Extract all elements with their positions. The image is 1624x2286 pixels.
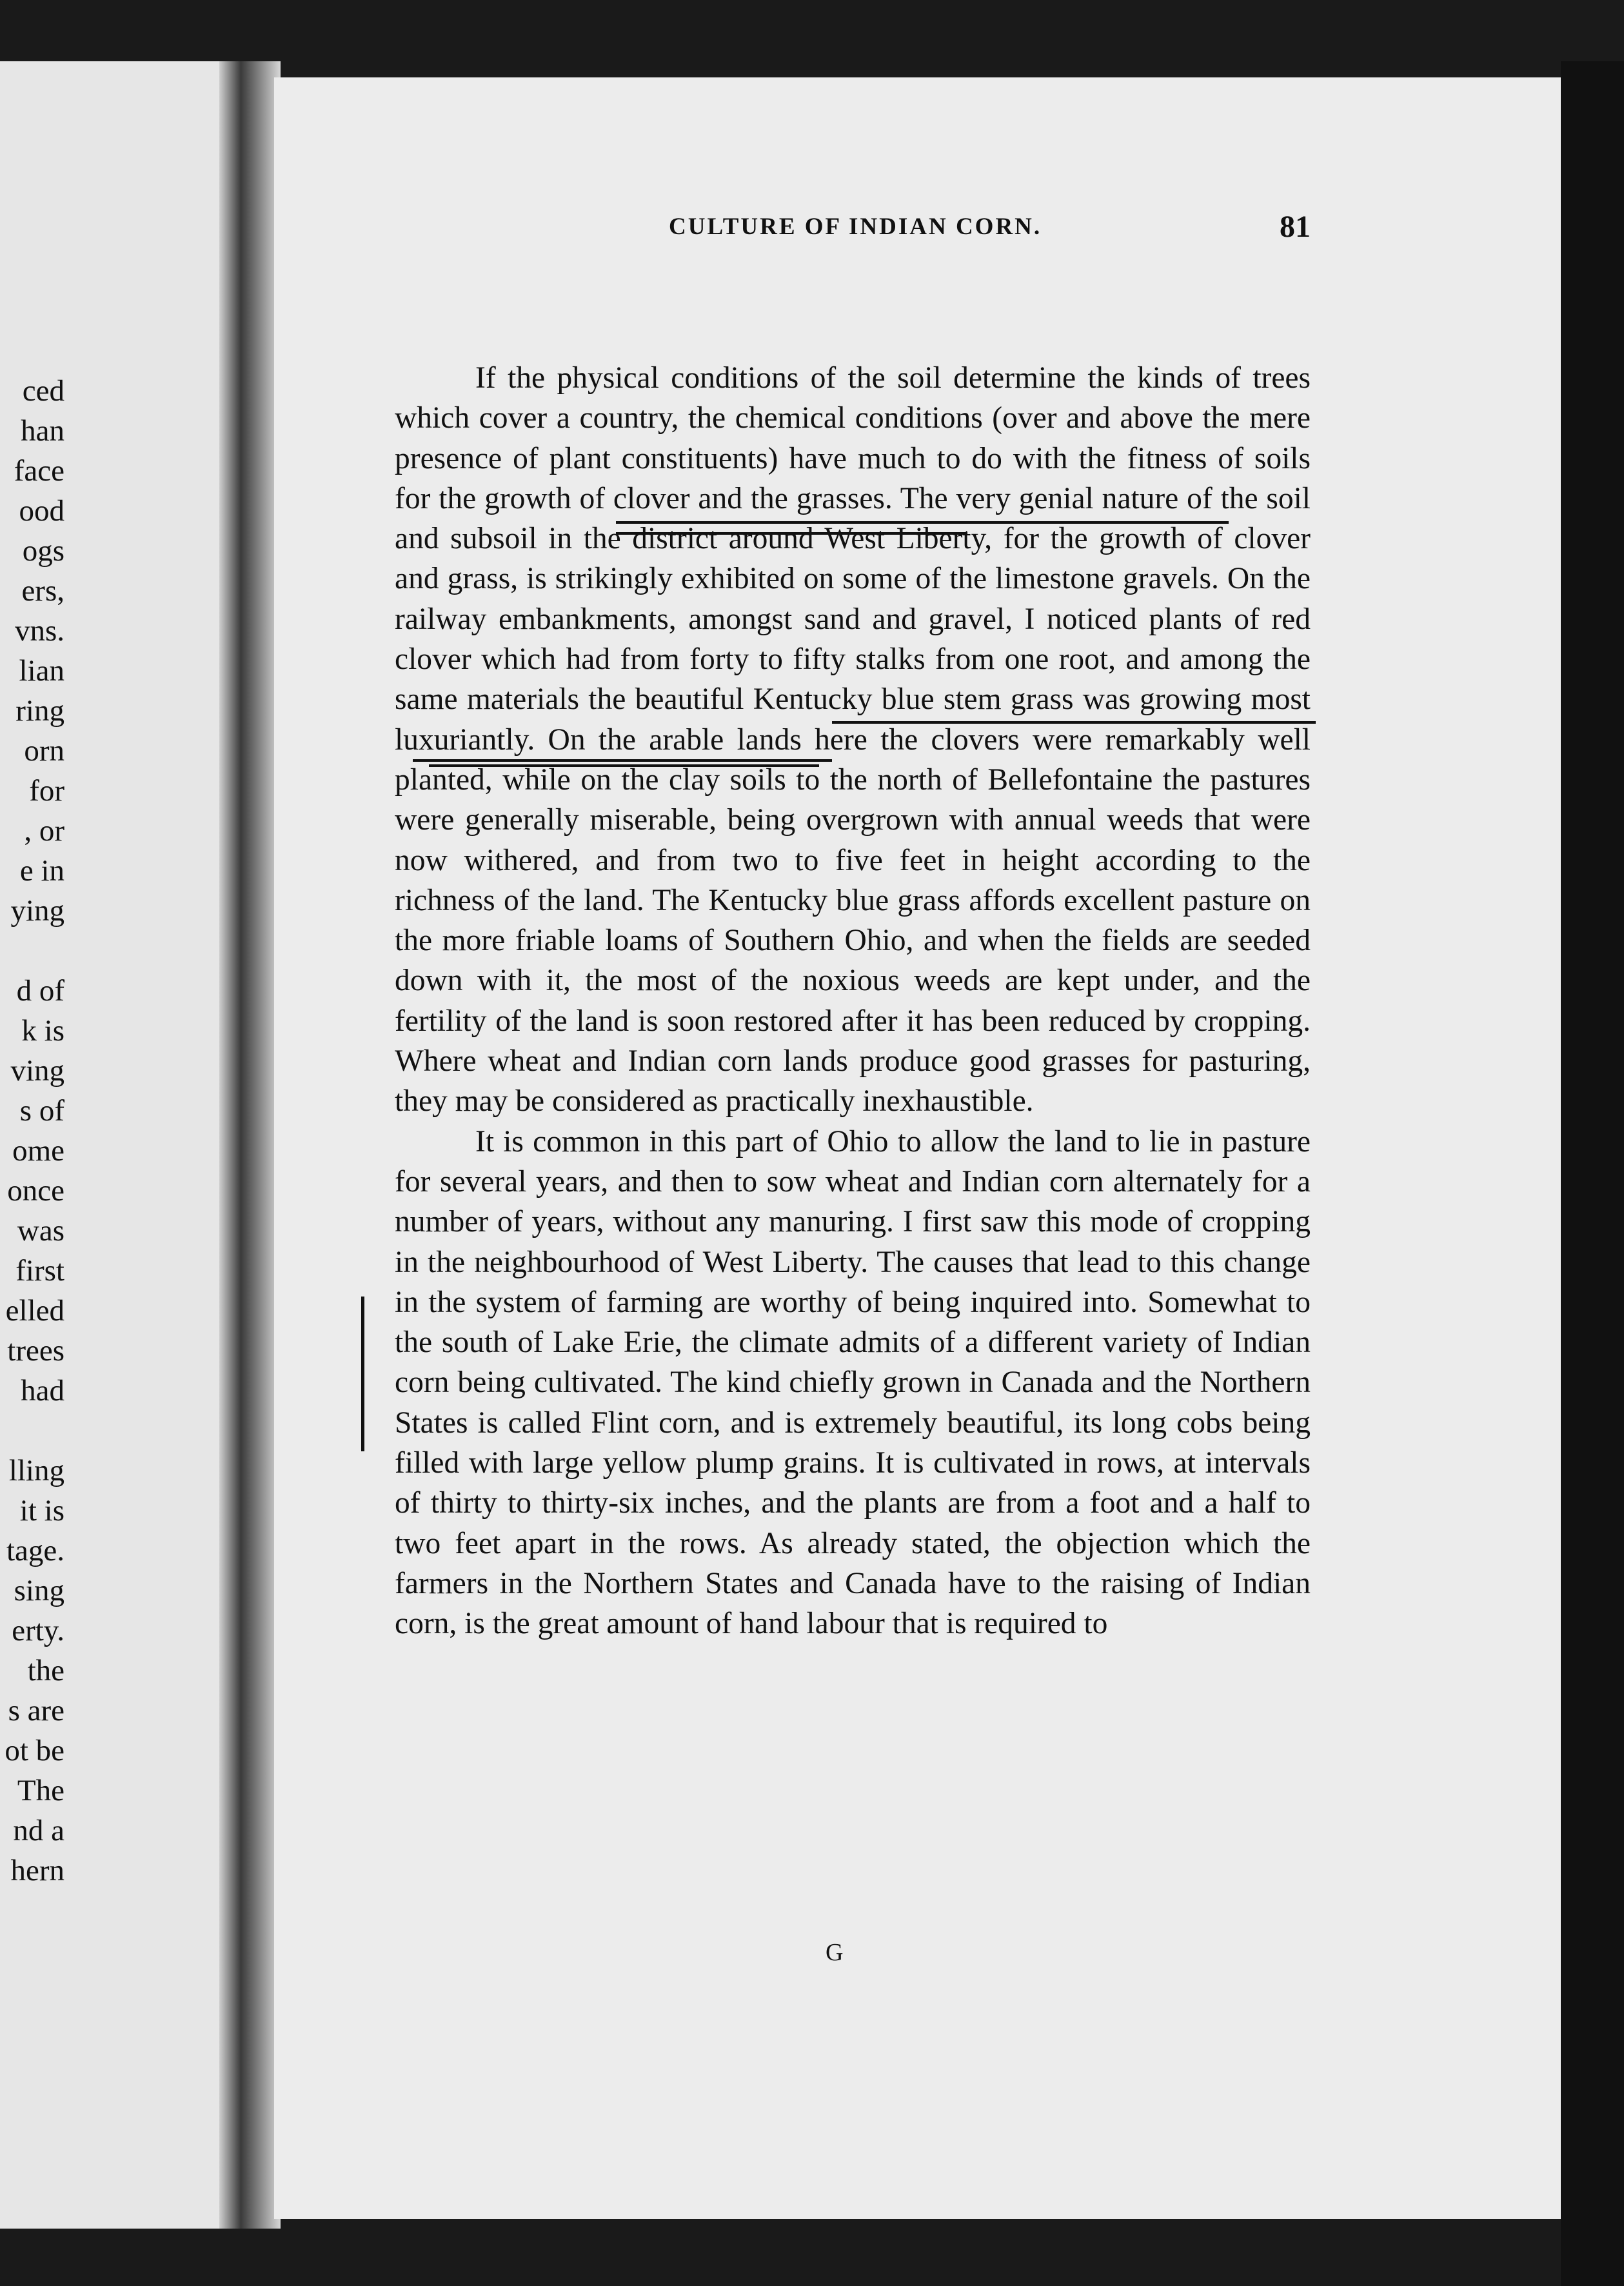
left-fragment: vns. <box>14 614 64 648</box>
left-fragment: elled <box>5 1294 64 1327</box>
underline-genial <box>616 532 967 535</box>
underline-kentucky <box>429 764 819 767</box>
left-fragment: ying <box>10 894 64 928</box>
left-fragment: orn <box>24 734 64 768</box>
left-fragment: ot be <box>5 1734 64 1767</box>
scan-edge <box>1561 61 1624 2286</box>
left-fragment: face <box>14 454 64 488</box>
left-fragment: ring <box>15 694 64 728</box>
left-fragment <box>0 931 239 971</box>
margin-mark <box>361 1297 364 1451</box>
paragraph-1: If the physical conditions of the soil determine the kinds of trees which cover a country, the chemical conditions (over and above the mere presence of plant constituents) have much to do with the fitness of soils for the growth of clover and the grasses. The very genial nature of the soil and subsoil in the district around West Liberty, for the growth of clover and grass, is strikingly exhibited on some of the limestone gravels. On the railway embankments, amongst sand and gravel, I noticed plants of red clover which had from forty to fifty stalks from one root, and among the same materials the beautiful Kentucky blue stem grass was growing most luxuriantly. On the arable lands here the clovers were remarkably well planted, while on the clay soils to the north of Bellefontaine the pastures were generally miserable, being overgrown with annual weeds that were now withered, and from two to five feet in height according to the richness of the land. The Kentucky blue grass affords excellent pasture on the more friable loams of Southern Ohio, and when the fields are seeded down with it, the most of the noxious weeds are kept under, and the fertility of the land is soon restored after it has been reduced by cropping. Where wheat and Indian corn lands produce good grasses for pasturing, they may be considered as practically inexhaustible. <box>395 361 1311 1118</box>
left-fragment: ome <box>12 1134 64 1168</box>
left-fragment: once <box>7 1174 64 1208</box>
underline-red-clover <box>832 721 1316 724</box>
left-fragment: sing <box>14 1574 64 1607</box>
left-fragment: e in <box>19 854 64 888</box>
left-fragment: ood <box>19 494 64 528</box>
page-number: 81 <box>1280 210 1311 244</box>
left-fragment: k is <box>21 1014 64 1048</box>
left-fragment: it is <box>19 1494 64 1527</box>
signature-mark: G <box>826 1939 844 1966</box>
left-fragment: the <box>27 1654 64 1687</box>
left-fragment: ers, <box>21 574 64 608</box>
left-fragment: lian <box>19 654 64 688</box>
left-fragment: trees <box>7 1334 64 1367</box>
left-fragment: ogs <box>22 534 64 568</box>
underline-clover <box>616 521 1229 524</box>
left-fragment: had <box>21 1374 64 1407</box>
left-fragment: was <box>17 1214 64 1247</box>
left-fragment: ced <box>22 374 64 408</box>
left-fragment: , or <box>24 814 64 848</box>
paragraph-2: It is common in this part of Ohio to allow the land to lie in pasture for several years, and then to sow wheat and Indian corn alternately for a number of years, without any manuring. I first saw this mode of cropping in the neighbourhood of West Liberty. The causes that lead to this change in the system of farming are worthy of being inquired into. Somewhat to the south of Lake Erie, the climate admits of a different variety of Indian corn being cultivated. The kind chiefly grown in Canada and the Northern States is called Flint corn, and is extremely beautiful, its long cobs being filled with large yellow plump grains. It is cultivated in rows, at intervals of thirty to thirty-six inches, and the plants are from a foot and a half to two feet apart in the rows. As already stated, the objection which the farmers in the Northern States and Canada have to the raising of Indian corn, is the great amount of hand labour that is required to <box>395 1124 1311 1641</box>
left-fragment: d of <box>16 974 64 1008</box>
underline-fifty-stalks <box>413 759 832 762</box>
left-fragment: nd a <box>13 1814 64 1847</box>
left-fragment: han <box>21 414 64 448</box>
left-fragment <box>0 1411 239 1451</box>
left-fragment: erty. <box>12 1614 64 1647</box>
book-gutter <box>219 61 281 2229</box>
page-header <box>395 210 1311 252</box>
left-fragment: for <box>29 774 64 808</box>
left-fragment: ving <box>10 1054 64 1088</box>
left-fragment: hern <box>10 1854 64 1887</box>
running-head: CULTURE OF INDIAN CORN. <box>669 214 1042 240</box>
left-fragment: tage. <box>6 1534 64 1567</box>
left-page-text-fragments <box>0 371 239 1891</box>
left-fragment: s are <box>8 1694 64 1727</box>
left-fragment: s of <box>19 1094 64 1128</box>
left-fragment: first <box>15 1254 64 1287</box>
left-fragment: lling <box>8 1454 64 1487</box>
left-page-edge <box>0 61 239 2229</box>
left-fragment: The <box>17 1774 64 1807</box>
body-text <box>395 358 1311 1644</box>
